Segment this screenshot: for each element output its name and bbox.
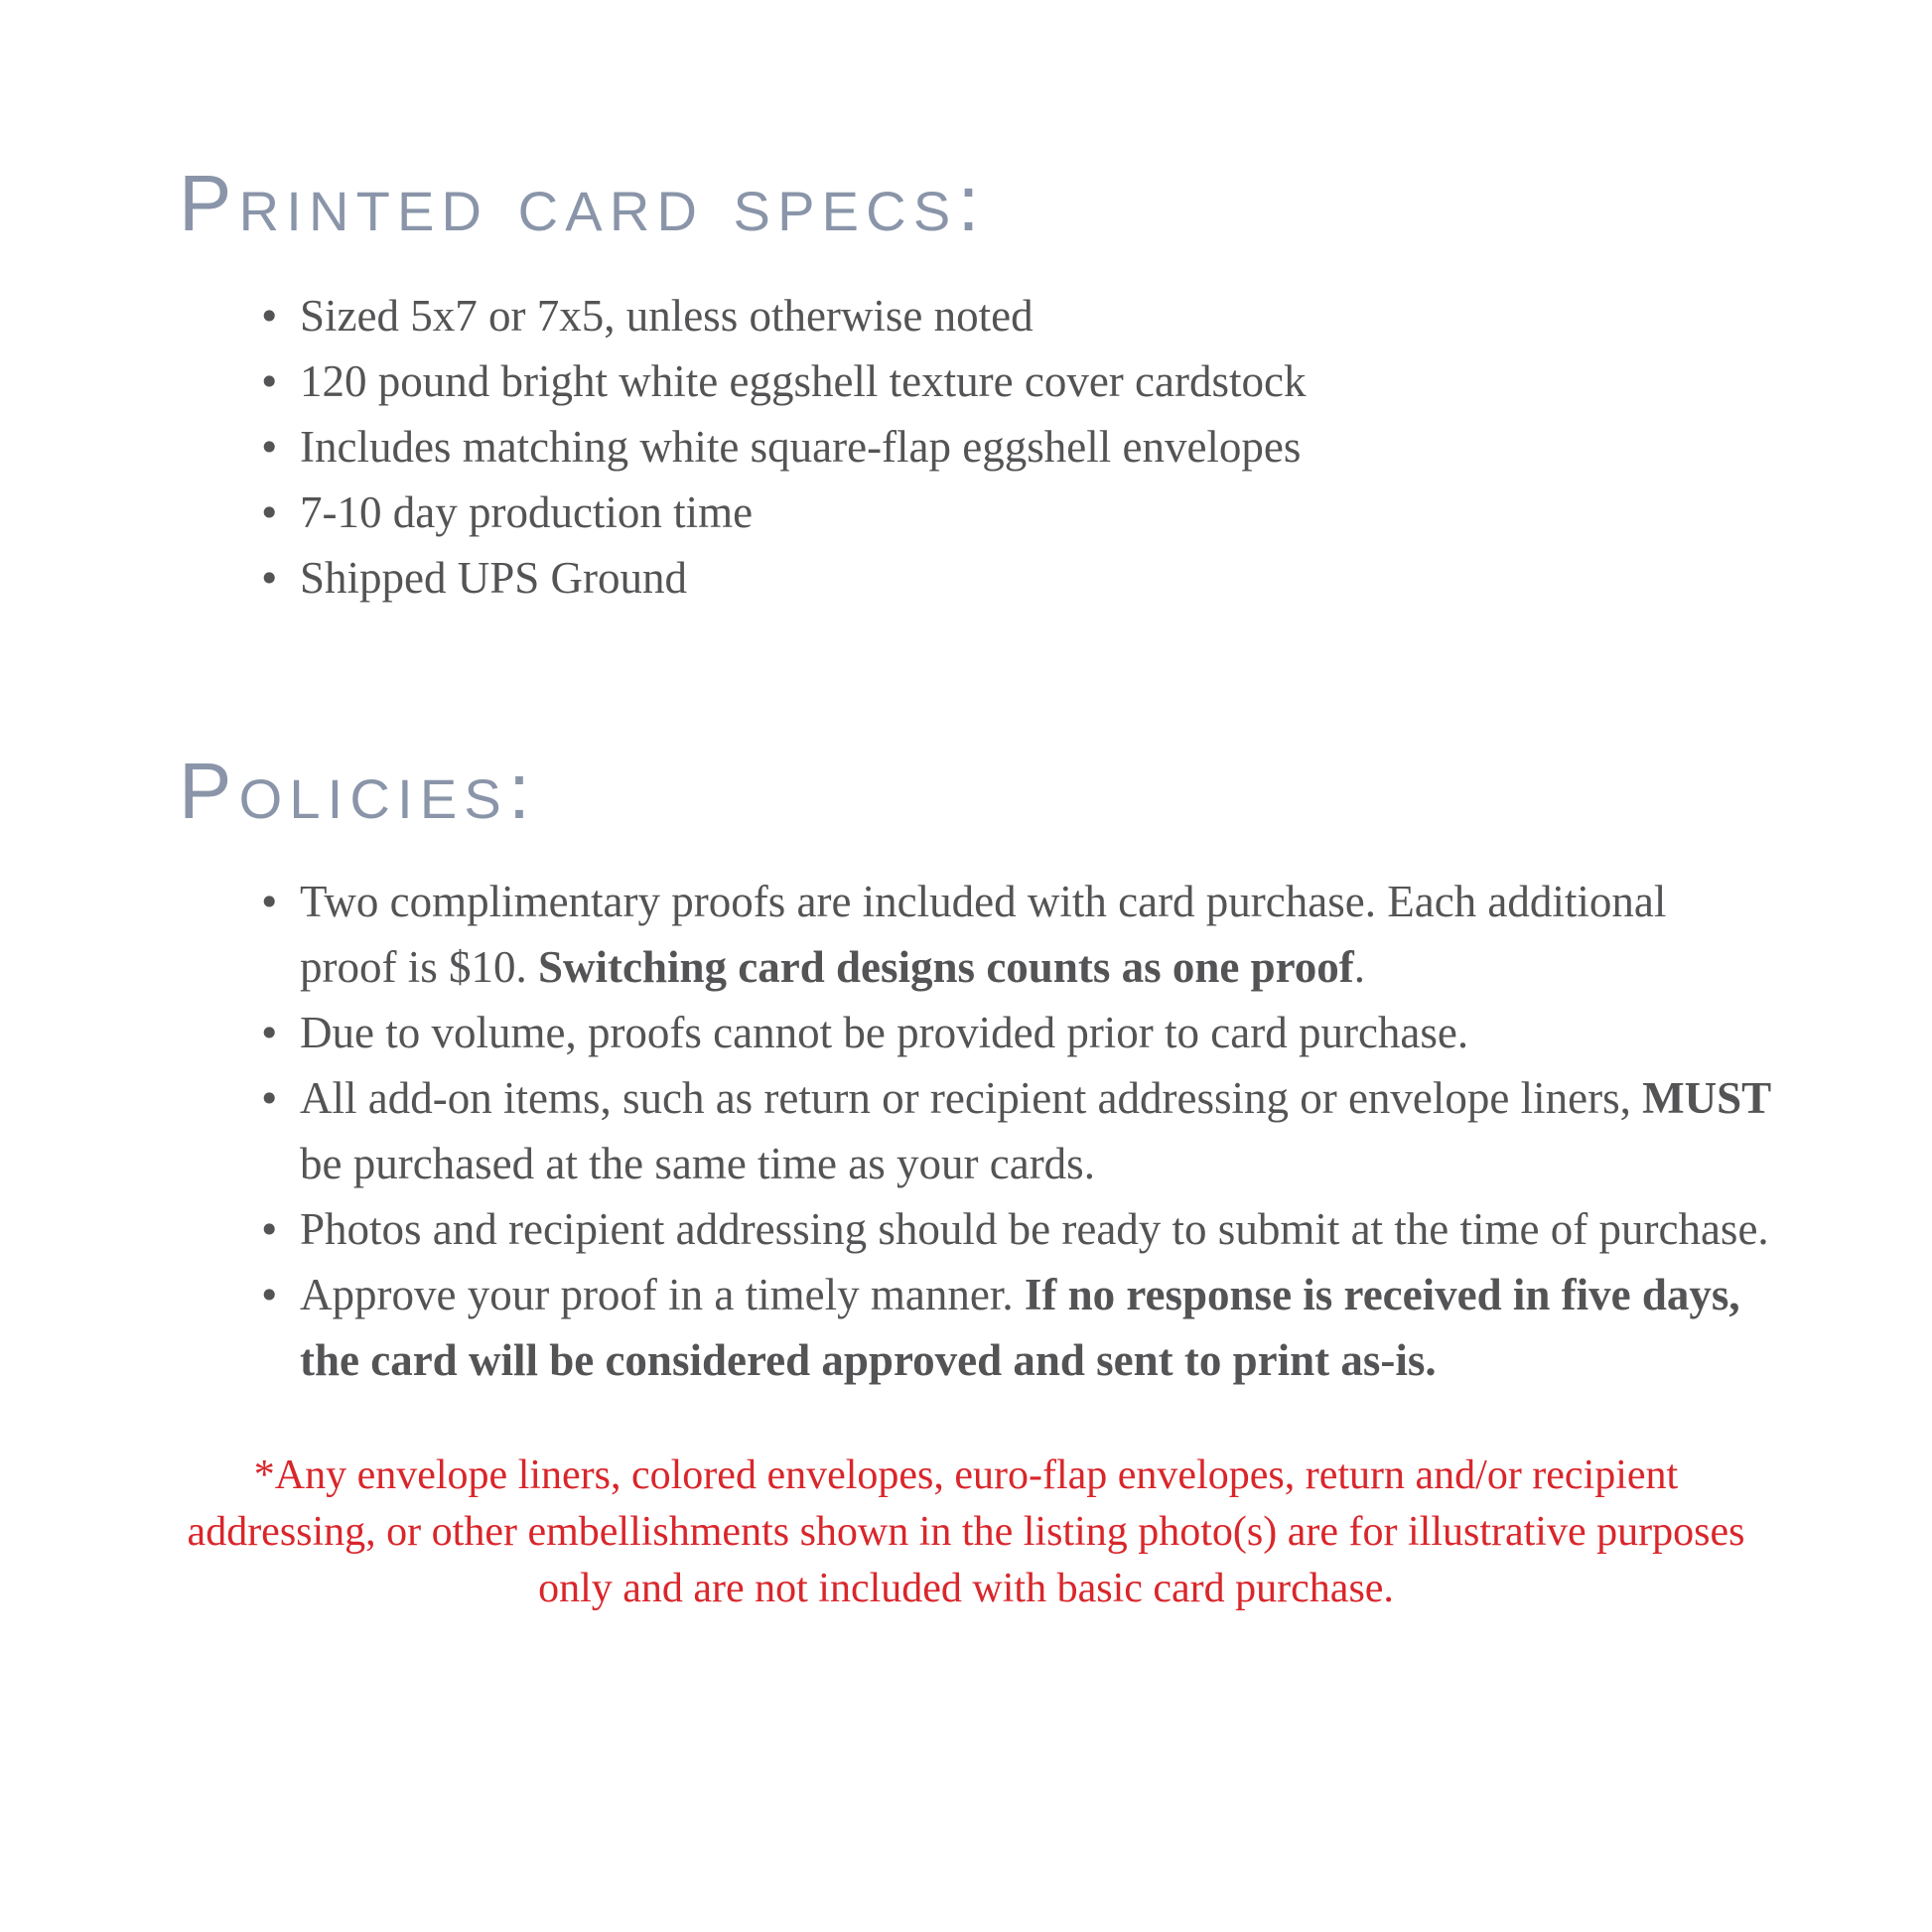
spec-item: • 7-10 day production time xyxy=(258,480,1773,545)
policy-item-segment: Two complimentary proofs are included with card purchase. Each additional proof is $10. xyxy=(300,877,1667,992)
policy-item xyxy=(258,869,1773,1000)
policies-list xyxy=(258,869,1773,1393)
spec-item: • Shipped UPS Ground xyxy=(258,545,1773,611)
policy-item-segment: Approve your proof in a timely manner. xyxy=(300,1270,1025,1319)
disclaimer-text: *Any envelope liners, colored envelopes, euro-flap envelopes, return and/or recipient addressing, or other embellishments shown in the listing photo(s) are for illustrative purposes only and are not included with basic card purchase. xyxy=(187,1452,1745,1611)
specs-list xyxy=(258,283,1773,611)
policy-item-segment: MUST xyxy=(1642,1073,1772,1123)
policy-item xyxy=(258,1065,1773,1196)
policy-item xyxy=(258,1196,1773,1262)
policy-item-segment: . xyxy=(1353,942,1366,992)
spec-item: • Sized 5x7 or 7x5, unless otherwise noted xyxy=(258,283,1773,348)
policy-item-segment: If no response is received in five days, the card will be considered approved and sent to print as-is. xyxy=(300,1270,1740,1385)
spec-item: • Includes matching white square-flap eggshell envelopes xyxy=(258,414,1773,480)
spec-item: • 120 pound bright white eggshell texture cover cardstock xyxy=(258,348,1773,414)
policy-item xyxy=(258,1262,1773,1393)
policy-item-segment: Photos and recipient addressing should be ready to submit at the time of purchase. xyxy=(300,1204,1769,1254)
policy-item-segment: Due to volume, proofs cannot be provided prior to card purchase. xyxy=(300,1008,1469,1057)
policy-item xyxy=(258,1000,1773,1065)
policy-item-segment: Switching card designs counts as one proof xyxy=(538,942,1354,992)
policy-item-segment: be purchased at the same time as your cards. xyxy=(300,1139,1095,1188)
printed-card-specs-heading: Printed card specs: xyxy=(179,159,987,247)
policies-heading: Policies: xyxy=(179,747,538,835)
policy-item-segment: All add-on items, such as return or recipient addressing or envelope liners, xyxy=(300,1073,1643,1123)
